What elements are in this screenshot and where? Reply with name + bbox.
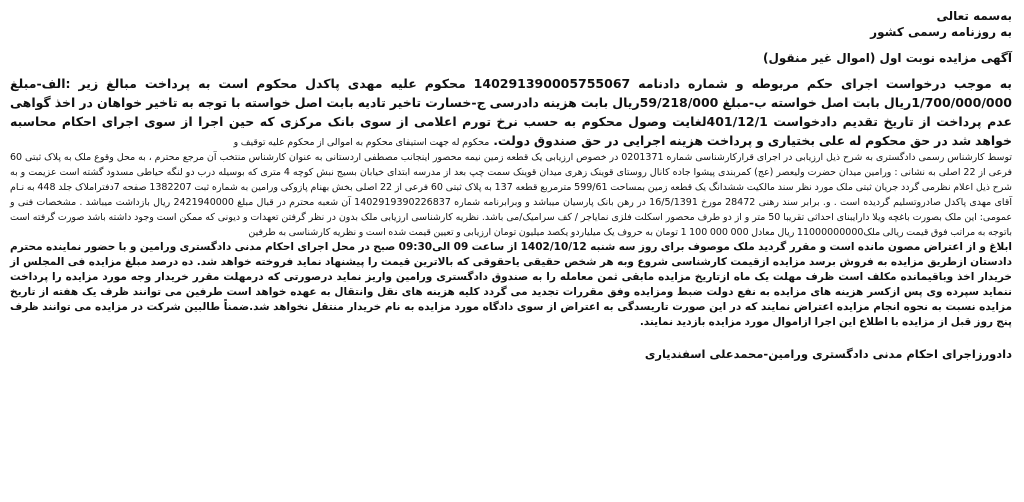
notice-details-paragraph: توسط کارشناس رسمی دادگستری به شرح ذیل ارزیابی در اجرای قرارکارشناسی شماره 0201371 در خصوص ارزیابی یک قطعه زمین نیمه محصور اینجانب مصطفی اردستانی به عنوان کارشناس منتخب آن مرجع محترم ، به محل وقوع ملک به پلاک ثبتی 60 فرعی از 22 اصلی به نشانی : ورامین میدان حضرت ولیعصر (عج) کمربندی پیشوا جاده کانال روستای قوینک زهری میدان قوینک سمت چپ بعد از مدرسه ابتدای خیابان بسیج نبش کوچه 4 متری که بوسیله درب دو لنگه حیاطی مسدود گشته است عزیمت و به شرح ذیل اعلام نظرمی گردد جریان ثبتی ملک مورد نظر سند مالکیت ششدانگ یک قطعه زمین بمساحت 599/61 مترمربع قطعه 137 به پلاک ثبتی 60 فرعی از 22 اصلی بخش بهنام پازوکی ورامین به شماره ثبت 1382207 صفحه 7دفتراملاک جلد 448 به نـام آقای مهدی پاکدل صادروتسلیم گردیده است . و. برابر سند رهنی 28472 مورخ 16/5/1391 در رهن بانک پارسیان میباشد و وبرابرنامه شماره 1402919390226837 آن شعبه محترم در قبال مبلغ 2421940000 ریال بازداشت میباشد . مشخصات فنی و عمومی: این ملک بصورت باغچه ویلا دارایبنای احداثی تقریبا 50 متر و از دو طرف محصور اسکلت فلزی نمایاجر / کف سرامیک/می باشد. نظریه کارشناسی ارزیابی ملک بدون در نظر گرفتن تعهدات و دیونی که ممکن است وجود داشته باشد صورت گرفته است باتوجه به مراتب فوق قیمت ریالی ملک11000000000 ریال معادل 000 000 100 1 تومان به حروف یک میلیاردو یکصد میلیون تومان ارزیابی و تعیین قیمت شده است و نظریه کارشناسی به طرفین xyxy=(10,152,1013,238)
notice-intro-text: به موجب درخواست اجرای حکم مربوطه و شماره دادنامه 140291390005755067 محکوم علیه مهدی پاکدل محکوم است به پرداخت مبالغ زیر :الف-مبلغ 1/700/000/000ریال بابت اصل خواسته ب-مبلغ 59/218/000ریال بابت هزینه دادرسی ج-خسارت تاخیر تادیه بابت اصل خواسته با توجه به تاخیر خواهان در اخذ گواهی عدم پرداخت از تاریخ تقدیم دادخواست 401/12/1لغایت وصول محکوم به حسب نرخ تورم اعلامی از سوی بانک مرکزی که حین اجرا از سوی اجرای احکام محاسبه خواهد شد در حق محکوم له علی بختیاری و پرداخت هزینه اجرایی در حق صندوق دولت. xyxy=(10,76,1012,148)
signature-line: دادورزاجرای احکام مدنی دادگستری ورامین-محمدعلی اسفندیاری xyxy=(644,347,1012,361)
notice-title: آگهی مزایده نوبت اول (اموال غیر منقول) xyxy=(763,51,1012,65)
notice-auction-paragraph: ابلاغ و از اعتراض مصون مانده است و مقرر گردید ملک موصوف برای روز سه شنبه 1402/10/12 از ساعت 09 الی09:30 صبح در محل اجرای احکام مدنی دادگستری ورامین و با حضور نماینده محترم دادستان ازطریق مزایده به فروش برسد مزایده ازقیمت کارشناسی شروع وبه هر شخص حقیقی یاحقوقی که بالاترین قیمت را پیشنهاد نماید فروخته خواهد شد. ده درصد مبلغ مزایده فی المجلس از خریدار اخذ وباقیمانده مکلف است ظرف مهلت یک ماه ازتاریخ مزایده مابقی ثمن معامله را به صندوق دادگستری ورامین واریز نماید درصورتی که درمهلت مقرر خریدار وجه مورد مزایده را پرداخت ننماید سپرده وی پس ازکسر هزینه های مزایده به نفع دولت ضبط ومزایده وفق مقررات تجدید می گردد کلیه هزینه های نقل وانتقال به عهده خواهد است طرفین می توانند ظرف یک هفته از تاریخ مزایده نسبت به نحوه انجام مزایده اعتراض نمایند که در این صورت تاریسدگی به اعتراض از سوی دادگاه مورد مزایده به نام خریدار منتقل نخواهد شد.ضمناً طالبین شرکت در مزایده می توانند ظرف پنج روز قبل از مزایده با اطلاع این اجرا ازاموال مورد مزایده بازدید نمایند. xyxy=(10,241,1012,328)
bismillah-heading: بەسمه تعالی xyxy=(936,9,1012,23)
notice-intro-paragraph xyxy=(10,74,1012,150)
newspaper-heading: به روزنامه رسمی کشور xyxy=(870,25,1012,39)
notice-intro-tail: محکوم له جهت استیفای محکوم به اموالی از محکوم علیه توقیف و xyxy=(233,137,490,148)
